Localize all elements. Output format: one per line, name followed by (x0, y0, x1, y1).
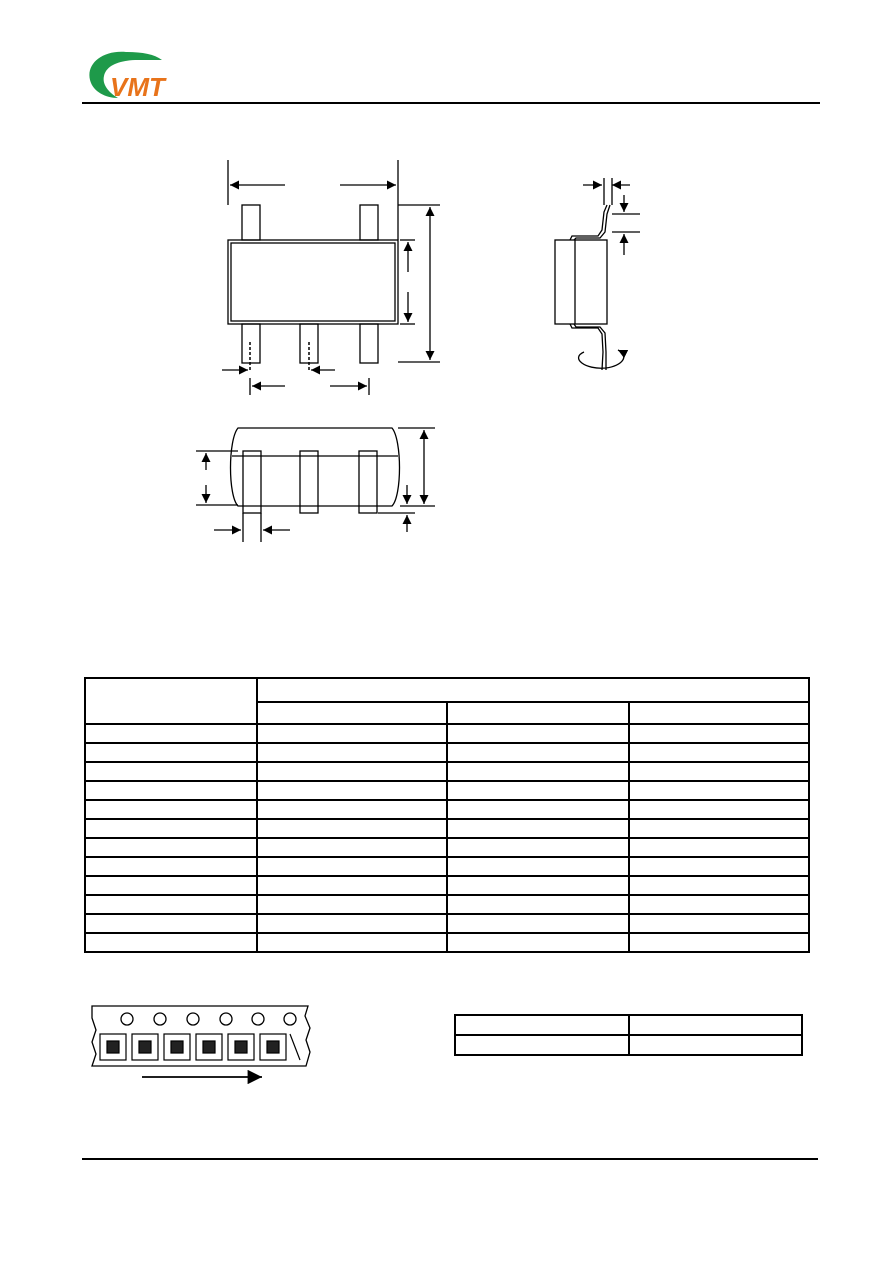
table-row (455, 1015, 802, 1035)
table-row (85, 762, 809, 781)
header-cell-dimensions (257, 678, 809, 702)
top-view-outline (222, 160, 440, 395)
reel-table (454, 1014, 803, 1056)
header-rule (82, 102, 820, 104)
table-row (455, 1035, 802, 1055)
header-cell-nom (447, 702, 629, 724)
header-cell-min (257, 702, 447, 724)
table-row (85, 857, 809, 876)
table-row (85, 838, 809, 857)
table-row (85, 895, 809, 914)
carrier-tape-icon (84, 1000, 320, 1092)
table-row (85, 933, 809, 952)
table-row (85, 876, 809, 895)
company-logo (82, 46, 172, 102)
table-row (85, 743, 809, 762)
table-row (85, 914, 809, 933)
front-view-outline (196, 428, 435, 542)
header-cell-symbol (85, 678, 257, 724)
side-view-outline (555, 178, 640, 370)
dimension-table (84, 677, 810, 953)
footer-rule (82, 1158, 818, 1160)
table-row (85, 800, 809, 819)
table-row (85, 724, 809, 743)
package-drawing (180, 150, 660, 550)
logo-text: VMT (110, 72, 165, 102)
header-cell-max (629, 702, 809, 724)
table-row (85, 781, 809, 800)
table-row (85, 819, 809, 838)
